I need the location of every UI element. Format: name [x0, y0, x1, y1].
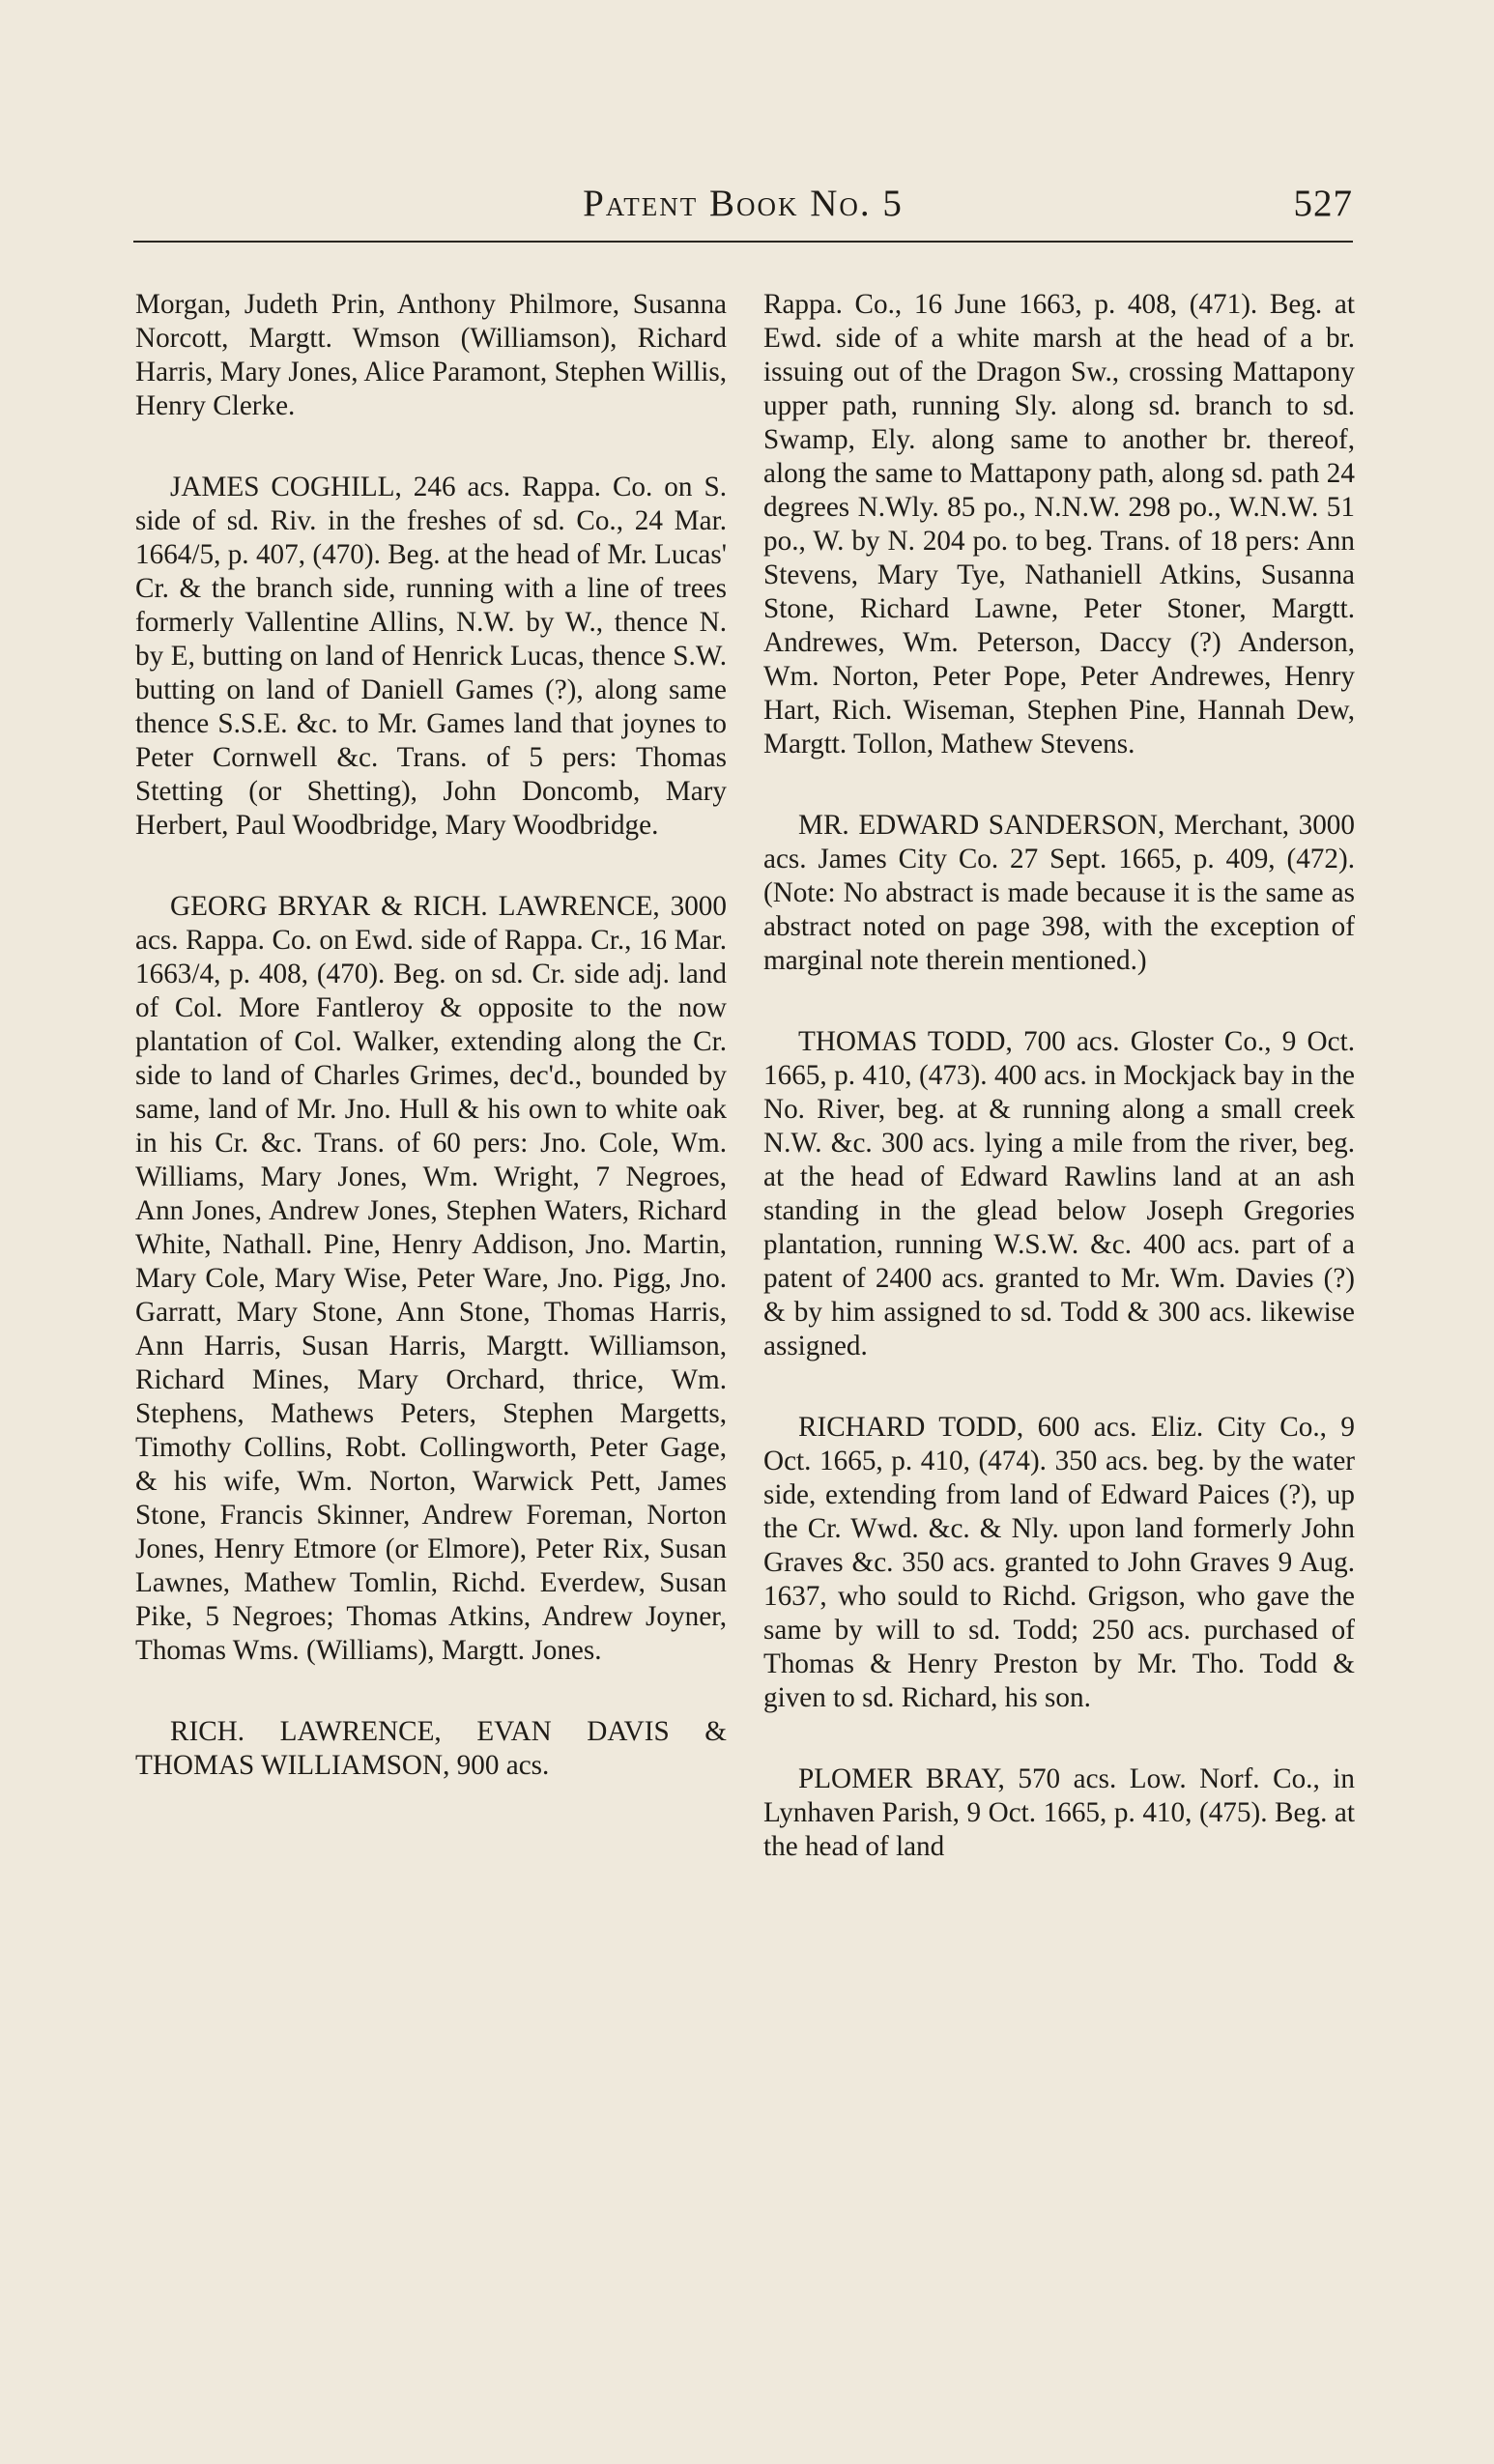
entry-thomas-todd: THOMAS TODD, 700 acs. Gloster Co., 9 Oct. 1665, p. 410, (473). 400 acs. in Mockjack bay in the No. River, beg. at & running along a small creek N.W. &c. 300 acs. lying a mile from the river, beg. at the head of Edward Rawlins land at an ash standing in the glead below Joseph Gregories plantation, running W.S.W. &c. 400 acs. part of a patent of 2400 acs. granted to Mr. Wm. Davies (?) & by him assigned to sd. Todd & 300 acs. likewise assigned. — [763, 1026, 1355, 1361]
continued-entry-paragraph: Morgan, Judeth Prin, Anthony Philmore, Susanna Norcott, Margtt. Wmson (Williamson), Richard Harris, Mary Jones, Alice Paramont, Stephen Willis, Henry Clerke. — [135, 289, 727, 421]
entry-edward-sanderson: MR. EDWARD SANDERSON, Merchant, 3000 acs. James City Co. 27 Sept. 1665, p. 409, (472). (Note: No abstract is made because it is the same as abstract noted on page 398, with the exception of marginal note therein mentioned.) — [763, 810, 1355, 976]
page-header — [133, 182, 1353, 240]
entry-plomer-bray: PLOMER BRAY, 570 acs. Low. Norf. Co., in Lynhaven Parish, 9 Oct. 1665, p. 410, (475). Beg. at the head of land — [763, 1763, 1355, 1862]
entry-james-coghill: JAMES COGHILL, 246 acs. Rappa. Co. on S. side of sd. Riv. in the freshes of sd. Co., 24 Mar. 1664/5, p. 407, (470). Beg. at the head of Mr. Lucas' Cr. & the branch side, running with a line of trees formerly Vallentine Allins, N.W. by W., thence N. by E, butting on land of Henrick Lucas, thence S.W. butting on land of Daniell Games (?), along same thence S.S.E. &c. to Mr. Games land that joynes to Peter Cornwell &c. Trans. of 5 pers: Thomas Stetting (or Shetting), John Doncomb, Mary Herbert, Paul Woodbridge, Mary Woodbridge. — [135, 472, 727, 841]
running-title: Patent Book No. 5 — [583, 183, 904, 224]
entry-rich-lawrence: RICH. LAWRENCE, EVAN DAVIS & THOMAS WILLIAMSON, 900 acs. — [135, 1716, 727, 1781]
page-number: 527 — [1293, 183, 1353, 224]
header-rule — [133, 241, 1353, 243]
continued-entry-paragraph: Rappa. Co., 16 June 1663, p. 408, (471). Beg. at Ewd. side of a white marsh at the head of a br. issuing out of the Dragon Sw., crossing Mattapony upper path, running Sly. along sd. branch to sd. Swamp, Ely. along same to another br. thereof, along the same to Mattapony path, along sd. path 24 degrees N.Wly. 85 po., N.N.W. 298 po., W.N.W. 51 po., W. by N. 204 po. to beg. Trans. of 18 pers: Ann Stevens, Mary Tye, Nathaniell Atkins, Susanna Stone, Richard Lawne, Peter Stoner, Margtt. Andrewes, Wm. Peterson, Daccy (?) Anderson, Wm. Norton, Peter Pope, Peter Andrewes, Henry Hart, Rich. Wiseman, Stephen Pine, Hannah Dew, Margtt. Tollon, Mathew Stevens. — [763, 289, 1355, 759]
right-column — [763, 288, 1355, 1864]
entry-richard-todd: RICHARD TODD, 600 acs. Eliz. City Co., 9 Oct. 1665, p. 410, (474). 350 acs. beg. by the water side, extending from land of Edward Paices (?), up the Cr. Wwd. &c. & Nly. upon land formerly John Graves &c. 350 acs. granted to John Graves 9 Aug. 1637, who sould to Richd. Grigson, who gave the same by will to sd. Todd; 250 acs. purchased of Thomas & Henry Preston by Mr. Tho. Todd & given to sd. Richard, his son. — [763, 1412, 1355, 1713]
entry-georg-bryar: GEORG BRYAR & RICH. LAWRENCE, 3000 acs. Rappa. Co. on Ewd. side of Rappa. Cr., 16 Mar. 1663/4, p. 408, (470). Beg. on sd. Cr. side adj. land of Col. More Fantleroy & opposite to the now plantation of Col. Walker, extending along the Cr. side to land of Charles Grimes, dec'd., bounded by same, land of Mr. Jno. Hull & his own to white oak in his Cr. &c. Trans. of 60 pers: Jno. Cole, Wm. Williams, Mary Jones, Wm. Wright, 7 Negroes, Ann Jones, Andrew Jones, Stephen Waters, Richard White, Nathall. Pine, Henry Addison, Jno. Martin, Mary Cole, Mary Wise, Peter Ware, Jno. Pigg, Jno. Garratt, Mary Stone, Ann Stone, Thomas Harris, Ann Harris, Susan Harris, Margtt. Williamson, Richard Mines, Mary Orchard, thrice, Wm. Stephens, Mathews Peters, Stephen Margetts, Timothy Collins, Robt. Collingworth, Peter Gage, & his wife, Wm. Norton, Warwick Pett, James Stone, Francis Skinner, Andrew Foreman, Norton Jones, Henry Etmore (or Elmore), Peter Rix, Susan Lawnes, Mathew Tomlin, Richd. Everdew, Susan Pike, 5 Negroes; Thomas Atkins, Andrew Joyner, Thomas Wms. (Williams), Margtt. Jones. — [135, 891, 727, 1666]
left-column — [135, 288, 727, 1783]
